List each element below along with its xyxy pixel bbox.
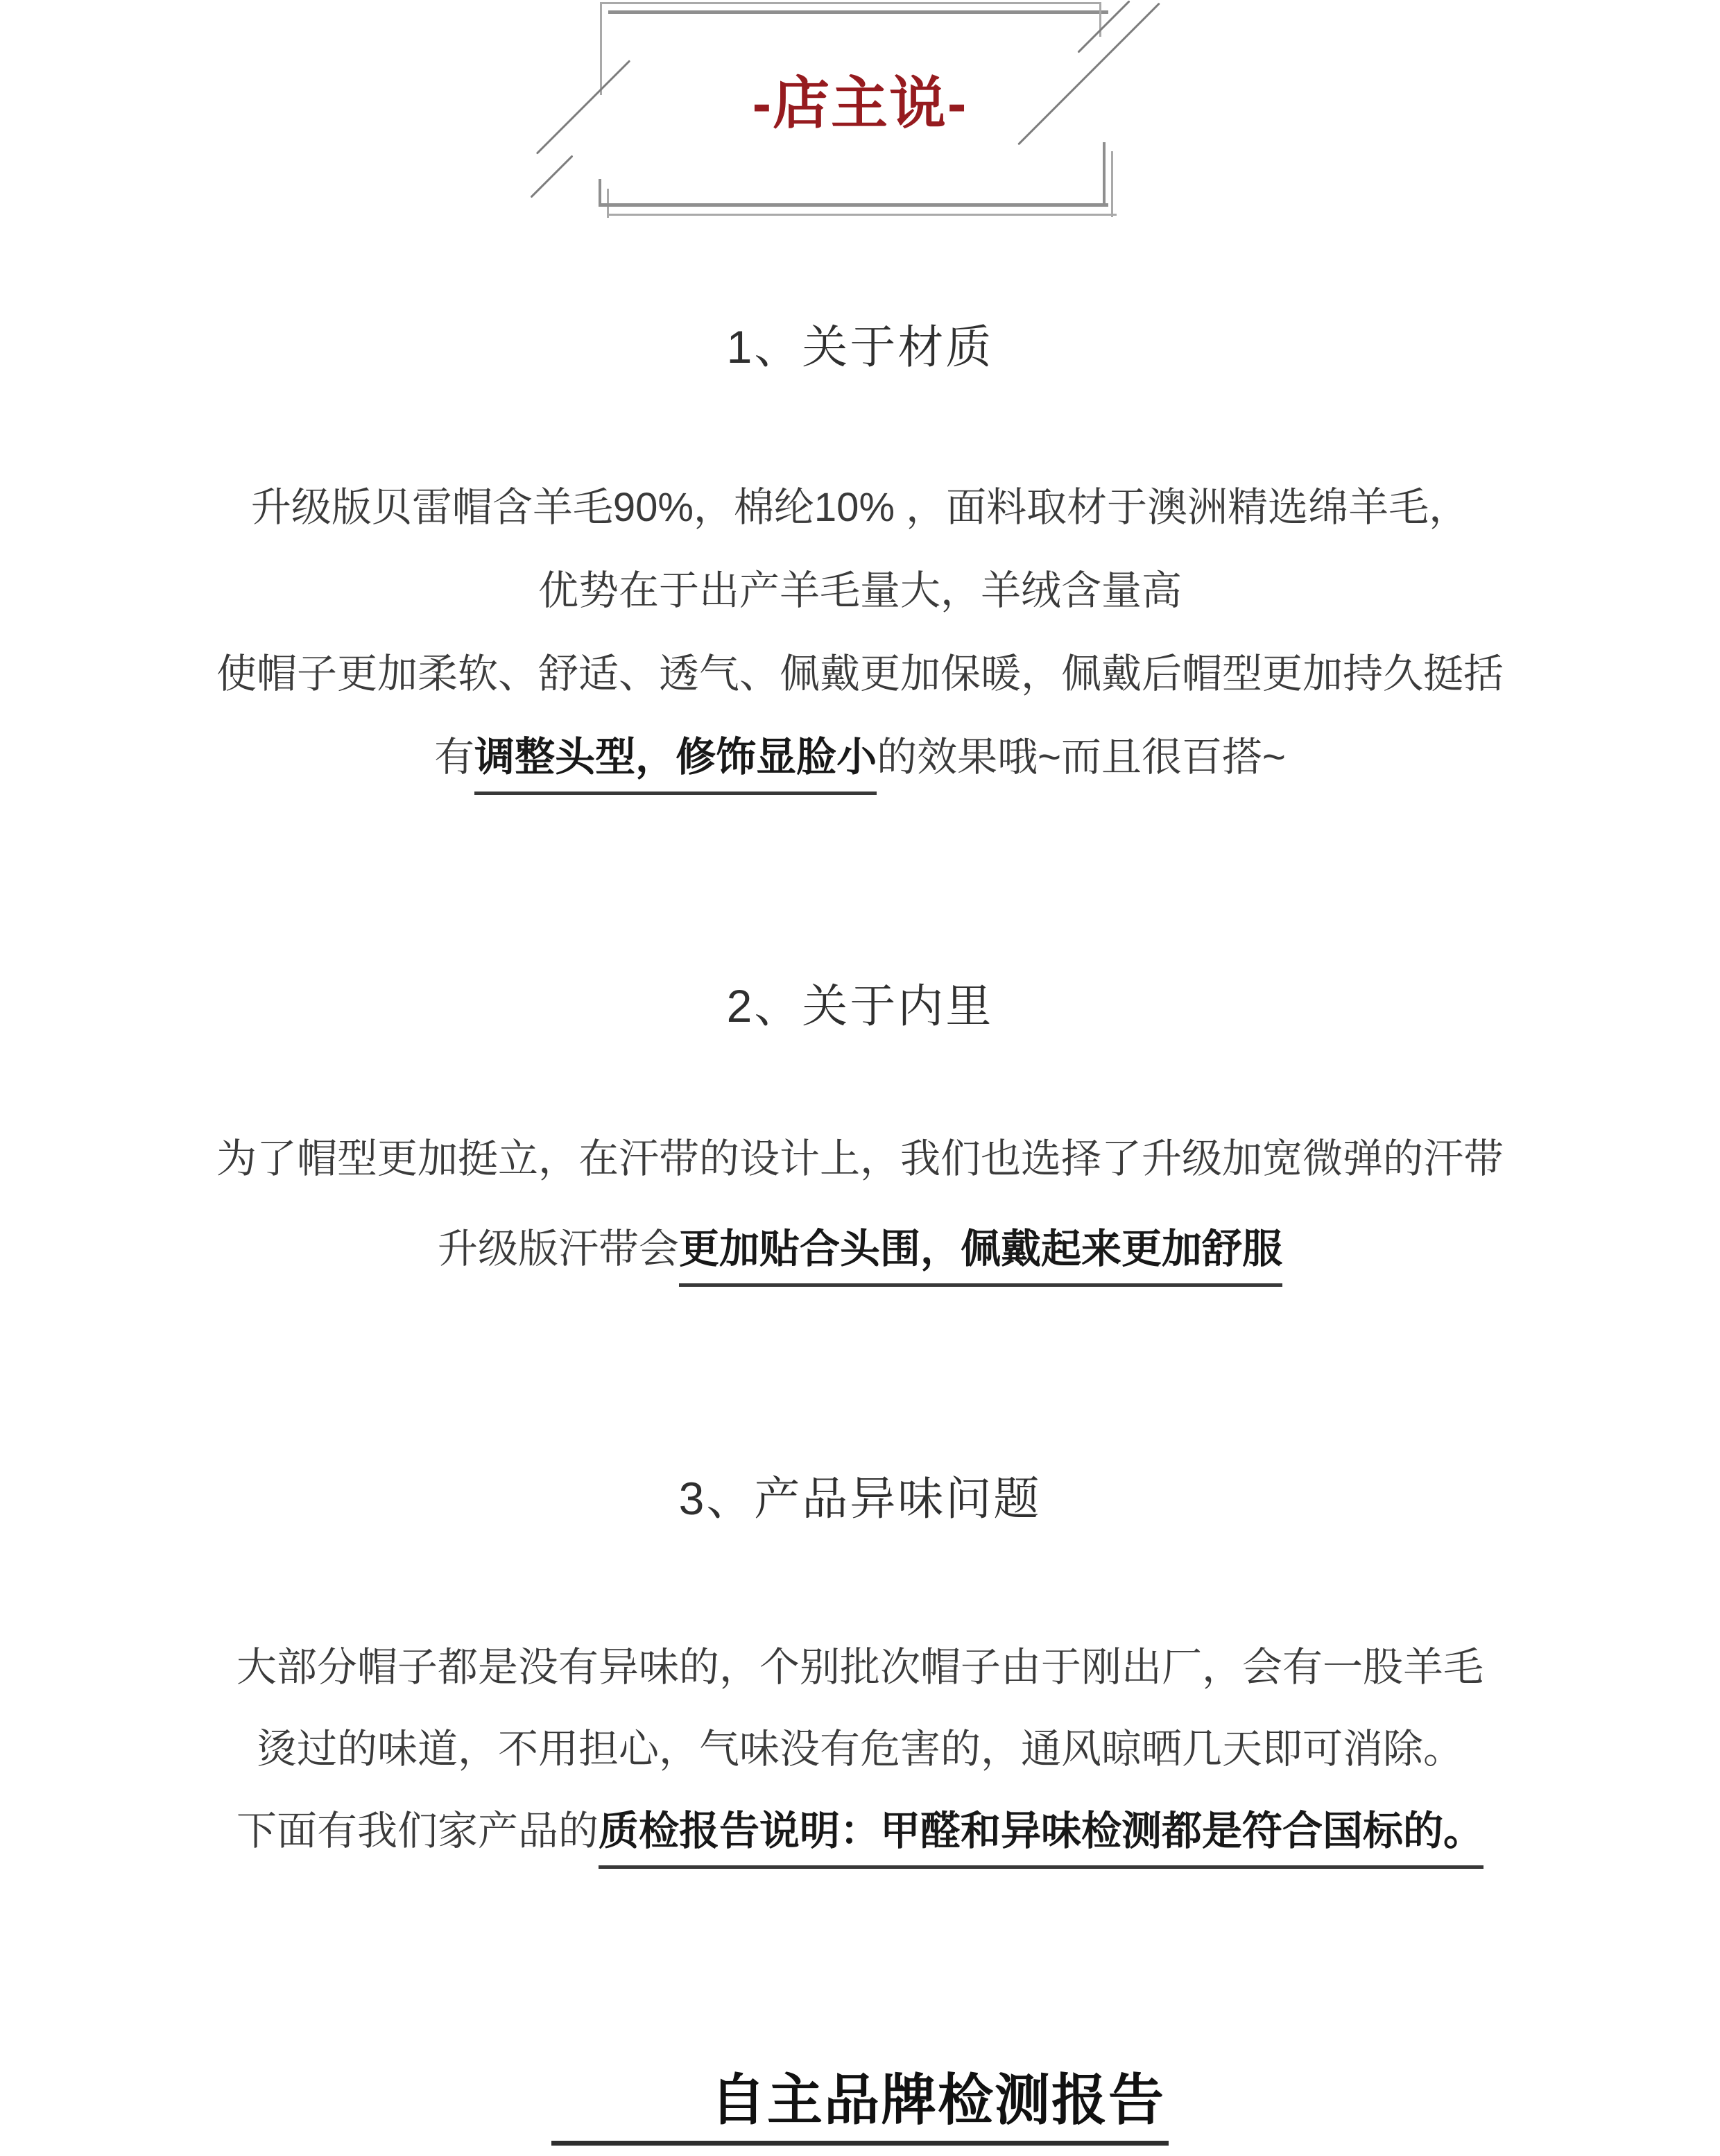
section-2-heading: 2、关于内里 [726,980,994,1032]
text-run: 升级版贝雷帽含羊毛90%，棉纶10% ，面料取材于澳洲精选绵羊毛， [250,485,1470,530]
text-line [0,1709,1720,1790]
text-line [0,466,1720,549]
report-title: 自主品牌检测报告 [710,2069,1165,2131]
text-run: 为了帽型更加挺立，在汗带的设计上，我们也选择了升级加宽微弹的汗带 [216,1136,1504,1181]
text-line [0,716,1720,799]
text-run: 有 [434,735,475,780]
text-line [0,1627,1720,1709]
frame-left-lower-stub [599,179,601,207]
text-line [0,1204,1720,1294]
banner-title: -店主说- [752,72,968,135]
frame-right-lower-stub-thin [1111,151,1113,217]
text-run: 的效果哦~而且很百搭~ [877,735,1286,780]
text-run: 大部分帽子都是没有异味的，个别批次帽子由于刚出厂，会有一股羊毛 [236,1645,1484,1690]
text-run-bold-underlined: 调整头型，修饰显脸小 [474,735,877,795]
slash-decoration-left-lower [530,155,573,198]
section-1-paragraph [0,466,1720,799]
text-run: 升级版汗带会 [437,1226,679,1272]
text-run-bold-underlined: 更加贴合头围，佩戴起来更加舒服 [679,1226,1282,1287]
frame-bottom-thick-line [599,203,1108,207]
text-line [0,1114,1720,1204]
text-run: 使帽子更加柔软、舒适、透气、佩戴更加保暖，佩戴后帽型更加持久挺括 [216,651,1504,696]
frame-top-thick-line [608,10,1108,14]
frame-top-thin-line [600,2,1101,4]
shop-owner-banner [0,0,1720,291]
section-1-heading: 1、关于材质 [726,321,994,373]
report-title-underline [551,2141,1169,2146]
text-run-bold-underlined: 质检报告说明：甲醛和异味检测都是符合国标的。 [599,1808,1484,1869]
text-line [0,549,1720,633]
text-run: 优势在于出产羊毛量大，羊绒含量高 [538,568,1182,613]
section-3-paragraph [0,1627,1720,1872]
text-line [0,633,1720,716]
section-2-paragraph [0,1114,1720,1294]
section-3-heading: 3、产品异味问题 [678,1473,1042,1524]
slash-decoration-right-corner [1077,0,1130,53]
text-run: 下面有我们家产品的 [236,1808,599,1854]
text-line [0,1790,1720,1872]
frame-bottom-thin-line [608,214,1117,216]
frame-right-lower-stub [1103,142,1106,207]
text-run: 烫过的味道，不用担心，气味没有危害的，通风晾晒几天即可消除。 [256,1727,1463,1772]
